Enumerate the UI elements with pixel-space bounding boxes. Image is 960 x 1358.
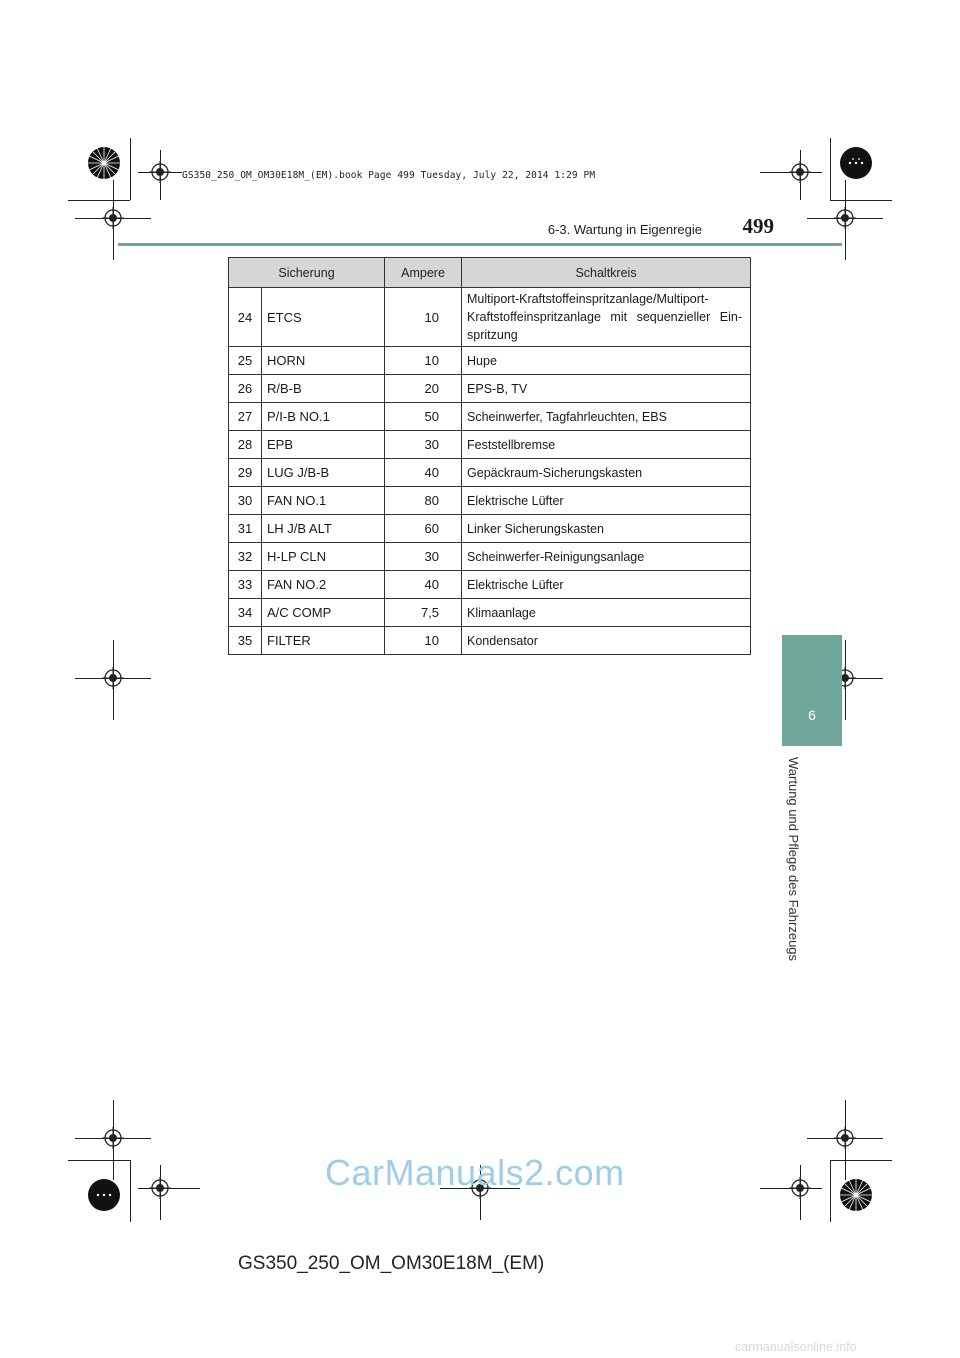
fuse-ampere: 10 xyxy=(385,347,462,375)
fuse-ampere: 10 xyxy=(385,288,462,347)
column-header-schaltkreis: Schaltkreis xyxy=(462,258,751,288)
fuse-number: 31 xyxy=(229,515,262,543)
fuse-number: 32 xyxy=(229,543,262,571)
fuse-ampere: 80 xyxy=(385,487,462,515)
table-row xyxy=(229,375,751,403)
fuse-number: 34 xyxy=(229,599,262,627)
fuse-circuit: Kondensator xyxy=(462,627,751,655)
crop-line xyxy=(830,138,831,200)
fuse-name: FILTER xyxy=(262,627,385,655)
crop-line xyxy=(830,1160,831,1222)
fuse-name: R/B-B xyxy=(262,375,385,403)
registration-mark-icon xyxy=(102,667,124,689)
sunburst-mark-icon xyxy=(86,145,122,181)
fuse-circuit: Hupe xyxy=(462,347,751,375)
fuse-circuit: Scheinwerfer, Tagfahrleuchten, EBS xyxy=(462,403,751,431)
manual-code: GS350_250_OM_OM30E18M_(EM) xyxy=(238,1253,545,1274)
site-link[interactable]: carmanualsonline.info xyxy=(735,1340,857,1354)
fuse-circuit: Multiport-Kraftstoffeinspritzanlage/Multiport-Kraftstoffeinspritzanlage mit sequenzieller Ein-spritzung xyxy=(462,288,751,347)
book-stamp: GS350_250_OM_OM30E18M_(EM).book Page 499 Tuesday, July 22, 2014 1:29 PM xyxy=(182,170,596,181)
registration-mark-icon xyxy=(149,1177,171,1199)
fuse-ampere: 40 xyxy=(385,459,462,487)
registration-mark-icon xyxy=(149,161,171,183)
registration-mark-icon xyxy=(102,207,124,229)
fuse-number: 30 xyxy=(229,487,262,515)
fuse-number: 33 xyxy=(229,571,262,599)
fuse-name: A/C COMP xyxy=(262,599,385,627)
header-rule xyxy=(118,243,842,246)
fuse-name: LH J/B ALT xyxy=(262,515,385,543)
fuse-circuit: Gepäckraum-Sicherungskasten xyxy=(462,459,751,487)
fuse-name: H-LP CLN xyxy=(262,543,385,571)
chapter-title: Wartung und Pflege des Fahrzeugs xyxy=(786,757,801,962)
crop-line xyxy=(130,1160,131,1222)
crop-line xyxy=(68,200,130,201)
registration-mark-icon xyxy=(834,1127,856,1149)
fuse-ampere: 20 xyxy=(385,375,462,403)
fuse-name: ETCS xyxy=(262,288,385,347)
fuse-ampere: 10 xyxy=(385,627,462,655)
crop-line xyxy=(830,1160,892,1161)
fuse-circuit: Scheinwerfer-Reinigungsanlage xyxy=(462,543,751,571)
table-row xyxy=(229,627,751,655)
watermark-link[interactable]: CarManuals2.com xyxy=(325,1152,625,1193)
column-header-ampere: Ampere xyxy=(385,258,462,288)
table-row xyxy=(229,347,751,375)
sunburst-mark-icon xyxy=(838,1177,874,1213)
sunburst-mark-icon xyxy=(86,1177,122,1213)
crop-line xyxy=(68,1160,130,1161)
fuse-ampere: 30 xyxy=(385,543,462,571)
registration-mark-icon xyxy=(102,1127,124,1149)
section-title: 6-3. Wartung in Eigenregie xyxy=(547,222,702,237)
fuse-circuit: Elektrische Lüfter xyxy=(462,487,751,515)
fuse-number: 24 xyxy=(229,288,262,347)
fuse-number: 26 xyxy=(229,375,262,403)
registration-mark-icon xyxy=(789,1177,811,1199)
fuse-circuit: Klimaanlage xyxy=(462,599,751,627)
table-row xyxy=(229,543,751,571)
fuse-circuit: Linker Sicherungskasten xyxy=(462,515,751,543)
fuse-number: 28 xyxy=(229,431,262,459)
fuse-number: 27 xyxy=(229,403,262,431)
table-row xyxy=(229,288,751,347)
fuse-ampere: 40 xyxy=(385,571,462,599)
crop-line xyxy=(830,200,892,201)
fuse-name: HORN xyxy=(262,347,385,375)
chapter-tab xyxy=(782,635,842,746)
fuse-table xyxy=(228,257,751,655)
fuse-number: 35 xyxy=(229,627,262,655)
registration-mark-icon xyxy=(789,161,811,183)
column-header-sicherung: Sicherung xyxy=(229,258,385,288)
fuse-ampere: 30 xyxy=(385,431,462,459)
sunburst-mark-icon xyxy=(838,145,874,181)
fuse-number: 29 xyxy=(229,459,262,487)
fuse-ampere: 7,5 xyxy=(385,599,462,627)
fuse-ampere: 60 xyxy=(385,515,462,543)
table-row xyxy=(229,599,751,627)
chapter-title-vertical xyxy=(780,757,810,962)
table-row xyxy=(229,403,751,431)
fuse-name: EPB xyxy=(262,431,385,459)
registration-mark-icon xyxy=(834,207,856,229)
table-row xyxy=(229,431,751,459)
fuse-circuit: Elektrische Lüfter xyxy=(462,571,751,599)
chapter-number: 6 xyxy=(808,707,816,723)
fuse-name: LUG J/B-B xyxy=(262,459,385,487)
table-row xyxy=(229,515,751,543)
fuse-name: P/I-B NO.1 xyxy=(262,403,385,431)
table-row xyxy=(229,459,751,487)
fuse-number: 25 xyxy=(229,347,262,375)
fuse-name: FAN NO.2 xyxy=(262,571,385,599)
table-row xyxy=(229,571,751,599)
page-number: 499 xyxy=(742,214,774,238)
fuse-circuit: Feststellbremse xyxy=(462,431,751,459)
fuse-circuit: EPS-B, TV xyxy=(462,375,751,403)
crop-line xyxy=(130,138,131,200)
fuse-name: FAN NO.1 xyxy=(262,487,385,515)
table-row xyxy=(229,487,751,515)
fuse-ampere: 50 xyxy=(385,403,462,431)
table-header-row xyxy=(229,258,751,288)
